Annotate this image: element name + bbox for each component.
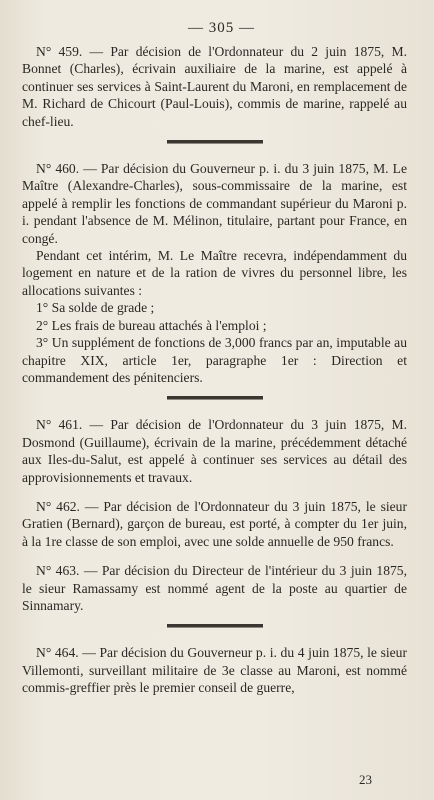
section-divider	[167, 140, 263, 143]
paragraph-gap	[22, 550, 407, 562]
decision-460: N° 460. — Par décision du Gouverneur p. i. du 3 juin 1875, M. Le Maître (Alexandre-Charles), sous-commissaire de la marine, est appelé à remplir les fonctions de commandant supérieur du Maroni p. i. pendant l'absence de M. Mélinon, titulaire, partant pour France, en congé.	[22, 161, 407, 246]
decision-460-item-1: 1° Sa solde de grade ;	[36, 300, 155, 316]
paragraph-gap	[22, 486, 407, 498]
section-divider	[167, 624, 263, 627]
decision-463: N° 463. — Par décision du Directeur de l'intérieur du 3 juin 1875, le sieur Ramassamy est nommé agent de la poste au quartier de Sinnamary.	[22, 563, 407, 613]
decision-461: N° 461. — Par décision de l'Ordonnateur du 3 juin 1875, M. Dosmond (Guillaume), écrivain de la marine, précédemment détaché aux Iles-du-Salut, est appelé à continuer ses services au détail des approvisionnements et travaux.	[22, 417, 407, 485]
decision-459: N° 459. — Par décision de l'Ordonnateur du 2 juin 1875, M. Bonnet (Charles), écrivain auxiliaire de la marine, est appelé à continuer ses services à Saint-Laurent du Maroni, en remplacement de M. Richard de Chicourt (Paul-Louis), commis de marine, rappelé au chef-lieu.	[22, 44, 407, 129]
signature-mark: 23	[359, 772, 372, 787]
decision-462: N° 462. — Par décision de l'Ordonnateur du 3 juin 1875, le sieur Gratien (Bernard), garçon de bureau, est porté, à compter du 1er juin, à la 1re classe de son emploi, avec une solde annuelle de 950 francs.	[22, 498, 407, 549]
decision-464: N° 464. — Par décision du Gouverneur p. i. du 4 juin 1875, le sieur Villemonti, surveillant militaire de 3e classe au Maroni, est nommé commis-greffier près le premier conseil de guerre,	[22, 645, 407, 696]
decision-460-item-3: 3° Un supplément de fonctions de 3,000 francs par an, imputable au chapitre XIX, article 1er, paragraphe 1er : Direction et commandement des pénitenciers.	[22, 335, 407, 385]
decision-460-interim: Pendant cet intérim, M. Le Maître recevra, indépendamment du logement en nature et de la ration de vivres du personnel libre, les allocations suivantes :	[22, 248, 407, 298]
decision-460-item-2: 2° Les frais de bureau attachés à l'emploi ;	[36, 317, 267, 333]
section-divider	[167, 396, 263, 399]
page-number: — 305 —	[188, 20, 255, 36]
